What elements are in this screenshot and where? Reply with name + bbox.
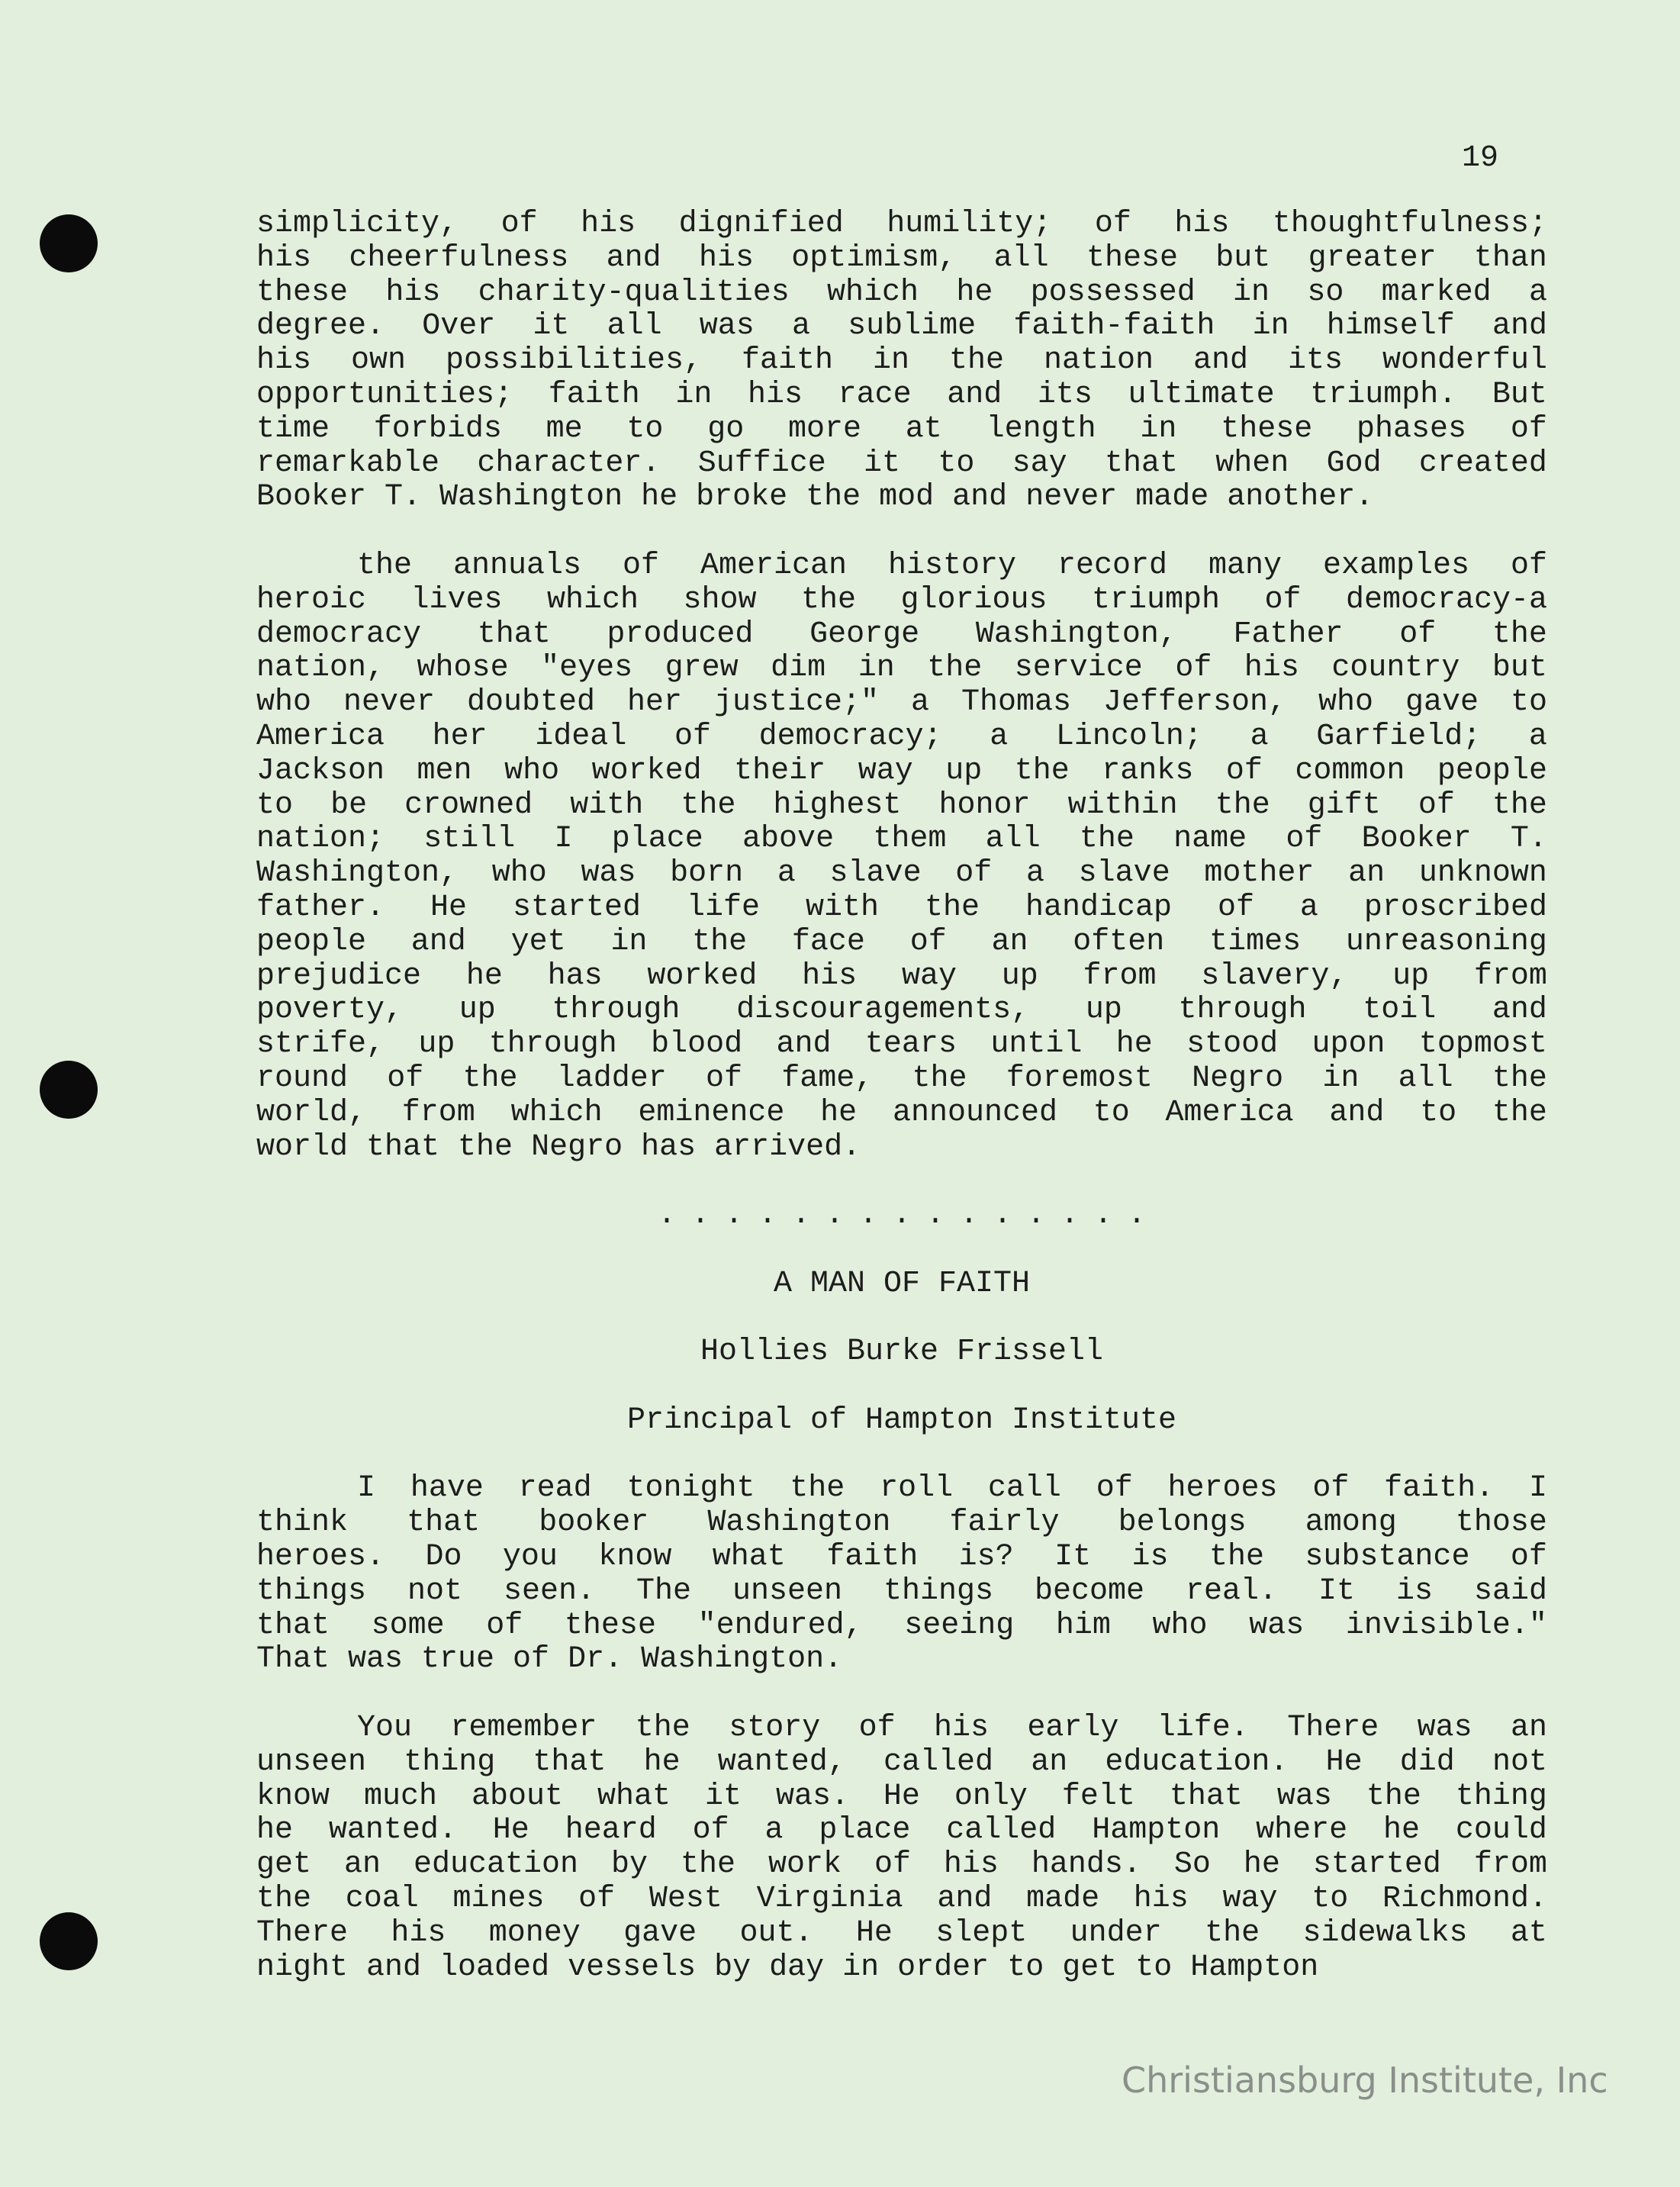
text-line: strife, up through blood and tears until he stood upon topmost [256, 1027, 1547, 1062]
text-line: think that booker Washington fairly belongs among those [256, 1506, 1547, 1541]
text-line: round of the ladder of fame, the foremost Negro in all the [256, 1061, 1547, 1096]
text-line: opportunities; faith in his race and its ultimate triumph. But [256, 377, 1547, 412]
text-line: world, from which eminence he announced to America and to the [256, 1095, 1547, 1130]
text-block-top [256, 208, 1547, 1164]
text-line: You remember the story of his early life. There was an [357, 1711, 1547, 1746]
text-line: heroic lives which show the glorious triumph of democracy-a [256, 582, 1547, 617]
text-line: democracy that produced George Washington, Father of the [256, 617, 1547, 652]
section-separator: ............... [657, 1198, 1162, 1233]
text-line: That was true of Dr. Washington. [256, 1642, 843, 1677]
text-line: degree. Over it all was a sublime faith-faith in himself and [256, 309, 1547, 344]
text-line: get an education by the work of his hands. So he started from [256, 1847, 1547, 1883]
page-number: 19 [1462, 141, 1499, 176]
text-line: father. He started life with the handicap of a proscribed [256, 890, 1547, 925]
paragraph [256, 1712, 1547, 1985]
text-line: There his money gave out. He slept under the sidewalks at [256, 1915, 1547, 1950]
section-author: Hollies Burke Frissell [700, 1335, 1104, 1370]
text-line: know much about what it was. He only felt that was the thing [256, 1779, 1547, 1814]
text-column [256, 208, 1547, 1985]
text-line: heroes. Do you know what faith is? It is the substance of [256, 1540, 1547, 1575]
binder-hole-bottom [40, 1912, 98, 1970]
text-line: prejudice he has worked his way up from slavery, up from [256, 958, 1547, 994]
text-line: things not seen. The unseen things become real. It is said [256, 1573, 1547, 1609]
paragraph [256, 208, 1547, 515]
text-line: the coal mines of West Virginia and made his way to Richmond. [256, 1882, 1547, 1917]
text-line: I have read tonight the roll call of heroes of faith. I [357, 1471, 1547, 1506]
section-author-role: Principal of Hampton Institute [626, 1403, 1177, 1438]
text-line: his own possibilities, faith in the nation and its wonderful [256, 343, 1547, 378]
text-line: time forbids me to go more at length in these phases of [256, 411, 1547, 446]
text-line: who never doubted her justice;" a Thomas Jefferson, who gave to [256, 685, 1547, 720]
text-line: to be crowned with the highest honor within the gift of the [256, 788, 1547, 823]
paragraph [256, 549, 1547, 1164]
text-line: his cheerfulness and his optimism, all these but greater than [256, 240, 1547, 275]
text-line: America her ideal of democracy; a Lincoln; a Garfield; a [256, 719, 1547, 754]
text-line: night and loaded vessels by day in order to get to Hampton [256, 1950, 1319, 1985]
text-line: remarkable character. Suffice it to say that when God created [256, 446, 1547, 481]
text-line: nation; still I place above them all the name of Booker T. [256, 822, 1547, 857]
text-line: nation, whose "eyes grew dim in the service of his country but [256, 651, 1547, 686]
text-line: people and yet in the face of an often times unreasoning [256, 924, 1547, 959]
binder-hole-top [40, 214, 98, 272]
text-line: unseen thing that he wanted, called an education. He did not [256, 1744, 1547, 1780]
watermark-text: Christiansburg Institute, Inc [1122, 2060, 1608, 2101]
text-line: that some of these "endured, seeing him who was invisible." [256, 1608, 1547, 1643]
text-line: simplicity, of his dignified humility; of his thoughtfulness; [256, 207, 1547, 241]
binder-hole-middle [40, 1061, 98, 1119]
text-line: Jackson men who worked their way up the ranks of common people [256, 753, 1547, 788]
section-title: A MAN OF FAITH [773, 1266, 1031, 1301]
text-line: the annuals of American history record many examples of [357, 548, 1547, 583]
text-line: Booker T. Washington he broke the mod and never made another. [256, 480, 1374, 515]
text-block-bottom [256, 1472, 1547, 1985]
text-line: these his charity-qualities which he possessed in so marked a [256, 275, 1547, 310]
text-line: Washington, who was born a slave of a slave mother an unknown [256, 856, 1547, 891]
text-line: world that the Negro has arrived. [256, 1129, 861, 1164]
text-line: he wanted. He heard of a place called Hampton where he could [256, 1813, 1547, 1848]
text-line: poverty, up through discouragements, up through toil and [256, 993, 1547, 1028]
paragraph [256, 1472, 1547, 1677]
